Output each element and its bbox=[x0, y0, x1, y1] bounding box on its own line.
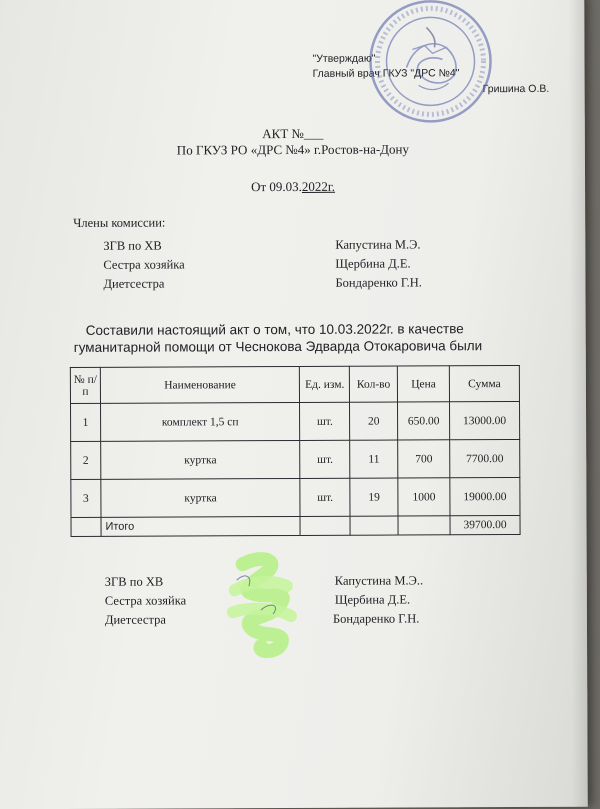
cell-unit: шт. bbox=[300, 478, 350, 516]
total-empty-cell bbox=[350, 516, 398, 535]
table-row bbox=[71, 401, 520, 441]
table-row bbox=[71, 439, 520, 479]
header-sum: Сумма bbox=[449, 365, 519, 401]
signature-name: Капустина М.Э.. bbox=[334, 573, 424, 588]
commission-role: Диетсестра bbox=[103, 276, 165, 291]
intro-line-1: Составили настоящий акт о том, что 10.03.2022г. в качестве bbox=[85, 321, 464, 338]
commission-name: Бондаренко Г.Н. bbox=[335, 275, 422, 290]
official-stamp bbox=[366, 0, 495, 126]
signature-name: Бондаренко Г.Н. bbox=[332, 611, 420, 626]
header-name: Наименование bbox=[100, 366, 300, 403]
cell-sum: 13000.00 bbox=[450, 401, 520, 439]
approval-line-1: "Утверждаю" bbox=[312, 52, 376, 65]
signature-name: Щербина Д.Е. bbox=[334, 592, 411, 607]
signature-role: Диетсестра bbox=[104, 612, 166, 627]
header-number: № п/п bbox=[70, 367, 100, 403]
cell-name: куртка bbox=[101, 440, 301, 479]
redacted-signatures bbox=[221, 550, 305, 658]
table-row bbox=[71, 477, 520, 517]
organization-line: По ГКУЗ РО «ДРС №4» г.Ростов-на-Дону bbox=[176, 141, 410, 158]
cell-sum: 19000.00 bbox=[450, 477, 520, 515]
cell-price: 700 bbox=[398, 440, 450, 478]
cell-number: 1 bbox=[71, 403, 101, 441]
cell-price: 1000 bbox=[398, 478, 450, 516]
total-empty-cell bbox=[71, 517, 101, 536]
commission-label: Члены комиссии: bbox=[73, 215, 166, 230]
commission-role: ЗГВ по ХВ bbox=[103, 238, 162, 253]
header-price: Цена bbox=[397, 366, 449, 402]
commission-name: Щербина Д.Е. bbox=[335, 256, 411, 271]
approval-line-2: Главный врач ГКУЗ "ДРС №4" bbox=[312, 67, 460, 80]
act-title: АКТ №___ bbox=[262, 125, 324, 142]
cell-quantity: 20 bbox=[350, 402, 398, 440]
cell-quantity: 19 bbox=[350, 478, 398, 516]
cell-unit: шт. bbox=[300, 440, 350, 478]
cell-unit: шт. bbox=[300, 402, 350, 440]
approval-signer: Гришина О.В. bbox=[482, 82, 550, 96]
intro-line-2: гуманитарной помощи от Чеснокова Эдварда Отокаровича были bbox=[73, 338, 483, 355]
commission-role: Сестра хозяйка bbox=[103, 257, 185, 272]
act-date-year: 2022г. bbox=[301, 178, 336, 194]
cell-number: 2 bbox=[71, 441, 101, 479]
signature-role: ЗГВ по ХВ bbox=[104, 574, 164, 589]
header-unit: Ед. изм. bbox=[300, 366, 350, 402]
cell-price: 650.00 bbox=[398, 402, 450, 440]
header-quantity: Кол-во bbox=[350, 366, 398, 402]
total-empty-cell bbox=[398, 516, 450, 535]
signature-role: Сестра хозяйка bbox=[104, 593, 187, 608]
cell-quantity: 11 bbox=[350, 440, 398, 478]
total-sum: 39700.00 bbox=[450, 515, 520, 534]
total-empty-cell bbox=[300, 516, 350, 535]
items-table bbox=[70, 365, 521, 537]
table-header-row bbox=[70, 365, 519, 403]
cell-number: 3 bbox=[71, 479, 101, 517]
commission-name: Капустина М.Э. bbox=[335, 237, 421, 252]
table-total-row bbox=[71, 515, 520, 536]
cell-name: куртка bbox=[101, 478, 301, 517]
act-date-prefix: От 09.03. bbox=[251, 178, 302, 195]
page-edge-shadow bbox=[568, 0, 588, 807]
act-date bbox=[0, 178, 588, 197]
cell-name: комплект 1,5 сп bbox=[100, 402, 300, 441]
cell-sum: 7700.00 bbox=[450, 439, 520, 477]
total-label: Итого bbox=[101, 516, 301, 536]
